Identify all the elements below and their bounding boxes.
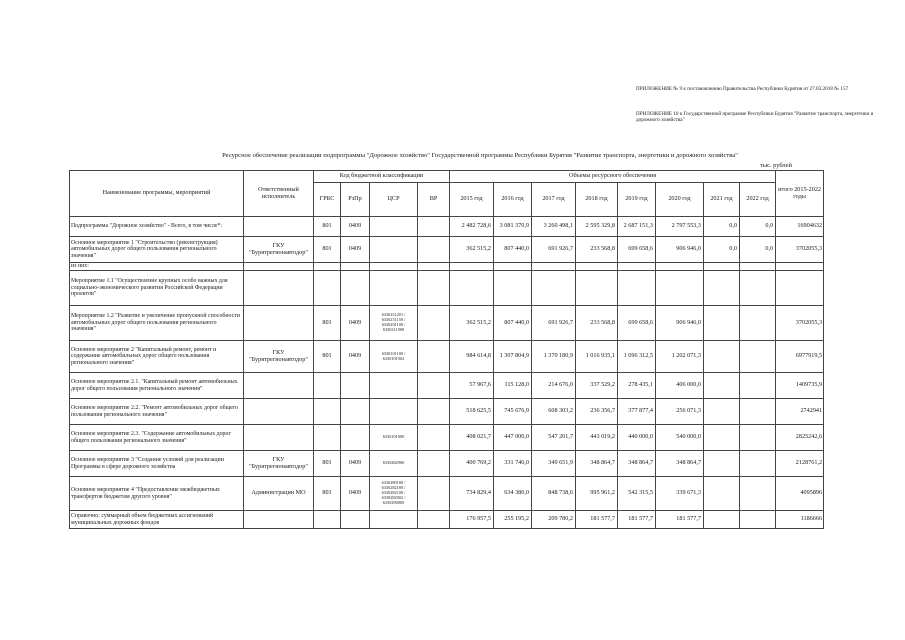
row-year-value-cell: 377 877,4 bbox=[618, 399, 656, 425]
group-volumes-header: Объемы ресурсного обеспечения bbox=[450, 171, 776, 183]
row-year-value-cell: 408 021,7 bbox=[450, 425, 494, 451]
row-name-cell: Основное мероприятие 2 "Капитальный ремонт, ремонт и содержание автомобильных дорог общего пользования регионального значения" bbox=[70, 341, 244, 373]
row-year-value-cell: 3 260 498,1 bbox=[532, 217, 576, 237]
row-executor-cell: Администрации МО bbox=[244, 477, 314, 511]
col-name-header: Наименование программы, мероприятий bbox=[70, 171, 244, 217]
row-year-value-cell: 233 568,8 bbox=[576, 306, 618, 341]
row-csr-cell: 6330101100 / 6330101902 bbox=[370, 341, 418, 373]
row-grbs-cell: 801 bbox=[314, 477, 341, 511]
row-total-cell: 1186666 bbox=[776, 511, 824, 529]
row-total-cell: 4095896 bbox=[776, 477, 824, 511]
row-year-value-cell bbox=[704, 306, 740, 341]
row-year-value-cell bbox=[618, 263, 656, 271]
row-year-value-cell: 339 671,3 bbox=[656, 477, 704, 511]
row-rzpr-cell: 0409 bbox=[341, 306, 370, 341]
row-year-value-cell: 2 482 728,6 bbox=[450, 217, 494, 237]
row-year-value-cell: 278 435,1 bbox=[618, 373, 656, 399]
row-total-cell: 1409735,9 bbox=[776, 373, 824, 399]
row-name-cell: Мероприятие 1.2 "Развитие и увеличение пропускной способности автомобильных дорог общего пользования регионального значения" bbox=[70, 306, 244, 341]
row-year-value-cell: 115 128,0 bbox=[494, 373, 532, 399]
table-row bbox=[70, 341, 824, 373]
row-year-value-cell bbox=[704, 263, 740, 271]
row-year-value-cell: 2 797 553,3 bbox=[656, 217, 704, 237]
row-executor-cell: ГКУ "Бурятрегионавтодор" bbox=[244, 341, 314, 373]
row-total-cell: 3702055,3 bbox=[776, 237, 824, 263]
table-row bbox=[70, 271, 824, 306]
row-year-value-cell bbox=[618, 271, 656, 306]
row-grbs-cell bbox=[314, 425, 341, 451]
row-rzpr-cell bbox=[341, 263, 370, 271]
row-year-value-cell: 362 515,2 bbox=[450, 237, 494, 263]
row-total-cell: 6977919,5 bbox=[776, 341, 824, 373]
code-col-header: ВР bbox=[418, 183, 450, 217]
year-col-header: 2020 год bbox=[656, 183, 704, 217]
appendix-note-program: ПРИЛОЖЕНИЕ 10 к Государственной программе Республики Бурятия "Развитие транспорта, энергетики и дорожного хозяйства" bbox=[636, 111, 874, 124]
row-year-value-cell: 331 746,0 bbox=[494, 451, 532, 477]
table-row bbox=[70, 425, 824, 451]
row-year-value-cell: 440 000,0 bbox=[618, 425, 656, 451]
row-executor-cell bbox=[244, 217, 314, 237]
row-year-value-cell: 181 577,7 bbox=[618, 511, 656, 529]
row-year-value-cell bbox=[704, 399, 740, 425]
row-year-value-cell bbox=[576, 263, 618, 271]
row-csr-cell: 6330101000 bbox=[370, 425, 418, 451]
row-rzpr-cell: 0409 bbox=[341, 477, 370, 511]
row-year-value-cell: 348 864,7 bbox=[656, 451, 704, 477]
unit-label: тыс. рублей bbox=[760, 162, 792, 169]
row-vr-cell bbox=[418, 306, 450, 341]
row-year-value-cell: 691 926,7 bbox=[532, 306, 576, 341]
row-year-value-cell bbox=[704, 341, 740, 373]
row-csr-cell bbox=[370, 399, 418, 425]
row-year-value-cell: 337 529,2 bbox=[576, 373, 618, 399]
row-year-value-cell bbox=[704, 425, 740, 451]
row-year-value-cell bbox=[704, 511, 740, 529]
row-year-value-cell: 1 307 804,9 bbox=[494, 341, 532, 373]
row-year-value-cell: 349 651,9 bbox=[532, 451, 576, 477]
row-grbs-cell bbox=[314, 399, 341, 425]
row-name-cell: Основное мероприятие 3 "Создание условий для реализации Программы в сфере дорожного хозяйства bbox=[70, 451, 244, 477]
row-year-value-cell: 1 202 071,3 bbox=[656, 341, 704, 373]
row-year-value-cell bbox=[740, 306, 776, 341]
row-vr-cell bbox=[418, 477, 450, 511]
row-year-value-cell bbox=[532, 263, 576, 271]
row-rzpr-cell: 0409 bbox=[341, 341, 370, 373]
row-year-value-cell bbox=[740, 263, 776, 271]
row-year-value-cell: 214 676,0 bbox=[532, 373, 576, 399]
row-grbs-cell: 801 bbox=[314, 341, 341, 373]
row-year-value-cell: 400 769,2 bbox=[450, 451, 494, 477]
row-total-cell: 3702055,3 bbox=[776, 306, 824, 341]
row-year-value-cell: 348 864,7 bbox=[576, 451, 618, 477]
row-name-cell: Справочно: суммарный объем бюджетных ассигнований муниципальных дорожных фондов bbox=[70, 511, 244, 529]
row-rzpr-cell bbox=[341, 373, 370, 399]
row-year-value-cell: 233 568,8 bbox=[576, 237, 618, 263]
row-csr-cell bbox=[370, 373, 418, 399]
row-vr-cell bbox=[418, 511, 450, 529]
row-year-value-cell: 547 201,7 bbox=[532, 425, 576, 451]
row-grbs-cell bbox=[314, 263, 341, 271]
row-executor-cell: ГКУ "Бурятрегионавтодор" bbox=[244, 451, 314, 477]
row-csr-cell bbox=[370, 263, 418, 271]
row-year-value-cell bbox=[450, 271, 494, 306]
row-vr-cell bbox=[418, 451, 450, 477]
row-vr-cell bbox=[418, 271, 450, 306]
table-row bbox=[70, 477, 824, 511]
row-year-value-cell: 634 380,0 bbox=[494, 477, 532, 511]
table-row bbox=[70, 217, 824, 237]
row-year-value-cell bbox=[576, 271, 618, 306]
row-vr-cell bbox=[418, 217, 450, 237]
table-row bbox=[70, 237, 824, 263]
row-year-value-cell: 0,0 bbox=[740, 237, 776, 263]
row-executor-cell bbox=[244, 306, 314, 341]
row-year-value-cell bbox=[704, 477, 740, 511]
row-executor-cell bbox=[244, 373, 314, 399]
row-grbs-cell: 801 bbox=[314, 306, 341, 341]
row-rzpr-cell: 0409 bbox=[341, 237, 370, 263]
appendix-note-decree: ПРИЛОЖЕНИЕ № 9 к постановлению Правительства Республики Бурятия от 27.03.2018 № 157 bbox=[636, 86, 849, 92]
row-csr-cell bbox=[370, 237, 418, 263]
row-year-value-cell: 745 676,9 bbox=[494, 399, 532, 425]
row-year-value-cell: 406 000,0 bbox=[656, 373, 704, 399]
col-executor-header: Ответственный исполнитель bbox=[244, 171, 314, 217]
row-rzpr-cell bbox=[341, 399, 370, 425]
row-csr-cell: 6330280180 / 6330282180 / 6330282100 / 6330282902 / 6330290000 bbox=[370, 477, 418, 511]
table-row bbox=[70, 511, 824, 529]
row-year-value-cell bbox=[740, 451, 776, 477]
row-executor-cell bbox=[244, 271, 314, 306]
row-grbs-cell bbox=[314, 271, 341, 306]
row-year-value-cell: 57 967,6 bbox=[450, 373, 494, 399]
row-name-cell: Основное мероприятие 2.1. "Капитальный ремонт автомобильных дорог общего пользования регионального значения" bbox=[70, 373, 244, 399]
row-vr-cell bbox=[418, 237, 450, 263]
row-year-value-cell: 0,0 bbox=[704, 237, 740, 263]
row-year-value-cell: 3 081 370,9 bbox=[494, 217, 532, 237]
row-vr-cell bbox=[418, 373, 450, 399]
row-year-value-cell bbox=[704, 271, 740, 306]
row-vr-cell bbox=[418, 341, 450, 373]
row-year-value-cell: 984 614,8 bbox=[450, 341, 494, 373]
document-title: Ресурсное обеспечение реализации подпрограммы "Дорожное хозяйство" Государственной программы Республики Бурятия "Развитие транспорта, энергетики и дорожного хозяйства" bbox=[222, 152, 738, 159]
year-col-header: 2017 год bbox=[532, 183, 576, 217]
row-year-value-cell bbox=[532, 271, 576, 306]
row-name-cell: Основное мероприятие 4 "Предоставление межбюджетных трансфертов бюджетам другого уровня" bbox=[70, 477, 244, 511]
row-year-value-cell bbox=[704, 373, 740, 399]
table-row bbox=[70, 263, 824, 271]
row-year-value-cell: 1 016 935,1 bbox=[576, 341, 618, 373]
row-year-value-cell: 2 687 151,3 bbox=[618, 217, 656, 237]
row-year-value-cell bbox=[740, 477, 776, 511]
row-name-cell: из них: bbox=[70, 263, 244, 271]
row-total-cell: 2825242,6 bbox=[776, 425, 824, 451]
table-row bbox=[70, 399, 824, 425]
row-executor-cell bbox=[244, 425, 314, 451]
row-total-cell bbox=[776, 263, 824, 271]
row-year-value-cell: 848 738,6 bbox=[532, 477, 576, 511]
row-total-cell: 16904632 bbox=[776, 217, 824, 237]
row-year-value-cell: 236 356,7 bbox=[576, 399, 618, 425]
row-grbs-cell: 801 bbox=[314, 451, 341, 477]
code-col-header: ЦСР bbox=[370, 183, 418, 217]
row-year-value-cell bbox=[740, 425, 776, 451]
row-year-value-cell: 807 440,0 bbox=[494, 237, 532, 263]
row-year-value-cell: 181 577,7 bbox=[656, 511, 704, 529]
row-year-value-cell: 255 195,2 bbox=[494, 511, 532, 529]
row-year-value-cell: 209 780,2 bbox=[532, 511, 576, 529]
row-year-value-cell: 362 515,2 bbox=[450, 306, 494, 341]
row-year-value-cell: 447 000,0 bbox=[494, 425, 532, 451]
row-executor-cell bbox=[244, 263, 314, 271]
year-col-header: 2015 год bbox=[450, 183, 494, 217]
row-year-value-cell: 0,0 bbox=[740, 217, 776, 237]
row-year-value-cell: 995 961,2 bbox=[576, 477, 618, 511]
row-year-value-cell bbox=[740, 341, 776, 373]
row-year-value-cell bbox=[740, 399, 776, 425]
row-year-value-cell: 348 864,7 bbox=[618, 451, 656, 477]
row-vr-cell bbox=[418, 263, 450, 271]
row-name-cell: Мероприятие 1.1 "Осуществление крупных особо важных для социально-экономического развития Российской Федерации проектов" bbox=[70, 271, 244, 306]
row-year-value-cell: 1 096 312,5 bbox=[618, 341, 656, 373]
row-rzpr-cell: 0409 bbox=[341, 217, 370, 237]
row-name-cell: Основное мероприятие 2.2. "Ремонт автомобильных дорог общего пользования регионального значения" bbox=[70, 399, 244, 425]
row-year-value-cell: 0,0 bbox=[704, 217, 740, 237]
row-year-value-cell bbox=[740, 511, 776, 529]
row-year-value-cell: 807 440,0 bbox=[494, 306, 532, 341]
row-year-value-cell bbox=[704, 451, 740, 477]
row-year-value-cell: 176 957,5 bbox=[450, 511, 494, 529]
resource-table bbox=[69, 170, 824, 529]
row-year-value-cell: 256 071,3 bbox=[656, 399, 704, 425]
row-rzpr-cell: 0409 bbox=[341, 451, 370, 477]
code-col-header: РзПр bbox=[341, 183, 370, 217]
code-col-header: ГРБС bbox=[314, 183, 341, 217]
table-row bbox=[70, 373, 824, 399]
table-row bbox=[70, 306, 824, 341]
year-col-header: 2018 год bbox=[576, 183, 618, 217]
row-year-value-cell: 1 370 180,9 bbox=[532, 341, 576, 373]
year-col-header: 2016 год bbox=[494, 183, 532, 217]
row-grbs-cell: 801 bbox=[314, 237, 341, 263]
row-year-value-cell bbox=[656, 263, 704, 271]
row-grbs-cell: 801 bbox=[314, 217, 341, 237]
row-name-cell: Основное мероприятие 2.3. "Содержание автомобильных дорог общего пользования регионального значения" bbox=[70, 425, 244, 451]
row-rzpr-cell bbox=[341, 271, 370, 306]
row-grbs-cell bbox=[314, 373, 341, 399]
row-year-value-cell: 2 595 329,8 bbox=[576, 217, 618, 237]
row-csr-cell bbox=[370, 511, 418, 529]
year-col-header: 2022 год bbox=[740, 183, 776, 217]
row-executor-cell bbox=[244, 511, 314, 529]
row-year-value-cell: 518 625,5 bbox=[450, 399, 494, 425]
row-year-value-cell: 443 019,2 bbox=[576, 425, 618, 451]
row-year-value-cell: 542 315,5 bbox=[618, 477, 656, 511]
row-year-value-cell: 734 829,4 bbox=[450, 477, 494, 511]
row-executor-cell: ГКУ "Бурятрегионавтодор" bbox=[244, 237, 314, 263]
row-year-value-cell: 699 658,6 bbox=[618, 237, 656, 263]
row-csr-cell: 6330251201 / 6330251150 / 6330201100 / 6330211900 bbox=[370, 306, 418, 341]
year-col-header: 2021 год bbox=[704, 183, 740, 217]
col-total-header: итого 2015-2022 годы bbox=[776, 171, 824, 217]
row-grbs-cell bbox=[314, 511, 341, 529]
row-vr-cell bbox=[418, 425, 450, 451]
row-vr-cell bbox=[418, 399, 450, 425]
row-year-value-cell: 699 658,6 bbox=[618, 306, 656, 341]
row-year-value-cell bbox=[656, 271, 704, 306]
group-codes-header: Код бюджетной классификации bbox=[314, 171, 450, 183]
row-year-value-cell: 608 303,2 bbox=[532, 399, 576, 425]
row-rzpr-cell bbox=[341, 511, 370, 529]
row-year-value-cell bbox=[450, 263, 494, 271]
row-year-value-cell: 540 000,0 bbox=[656, 425, 704, 451]
row-year-value-cell: 906 946,0 bbox=[656, 306, 704, 341]
row-year-value-cell bbox=[494, 263, 532, 271]
row-csr-cell bbox=[370, 217, 418, 237]
row-year-value-cell: 691 926,7 bbox=[532, 237, 576, 263]
row-csr-cell bbox=[370, 271, 418, 306]
row-year-value-cell: 906 946,0 bbox=[656, 237, 704, 263]
row-name-cell: Подпрограмма "Дорожное хозяйство" - Всего, в том числе*: bbox=[70, 217, 244, 237]
row-executor-cell bbox=[244, 399, 314, 425]
row-name-cell: Основное мероприятие 1 "Строительство (реконструкция) автомобильных дорог общего пользования регионального значения" bbox=[70, 237, 244, 263]
row-year-value-cell bbox=[740, 271, 776, 306]
row-total-cell bbox=[776, 271, 824, 306]
year-col-header: 2019 год bbox=[618, 183, 656, 217]
row-year-value-cell bbox=[740, 373, 776, 399]
row-rzpr-cell bbox=[341, 425, 370, 451]
table-row bbox=[70, 451, 824, 477]
row-csr-cell: 6330482900 bbox=[370, 451, 418, 477]
row-year-value-cell bbox=[494, 271, 532, 306]
row-total-cell: 2742941 bbox=[776, 399, 824, 425]
row-total-cell: 2128761,2 bbox=[776, 451, 824, 477]
row-year-value-cell: 181 577,7 bbox=[576, 511, 618, 529]
